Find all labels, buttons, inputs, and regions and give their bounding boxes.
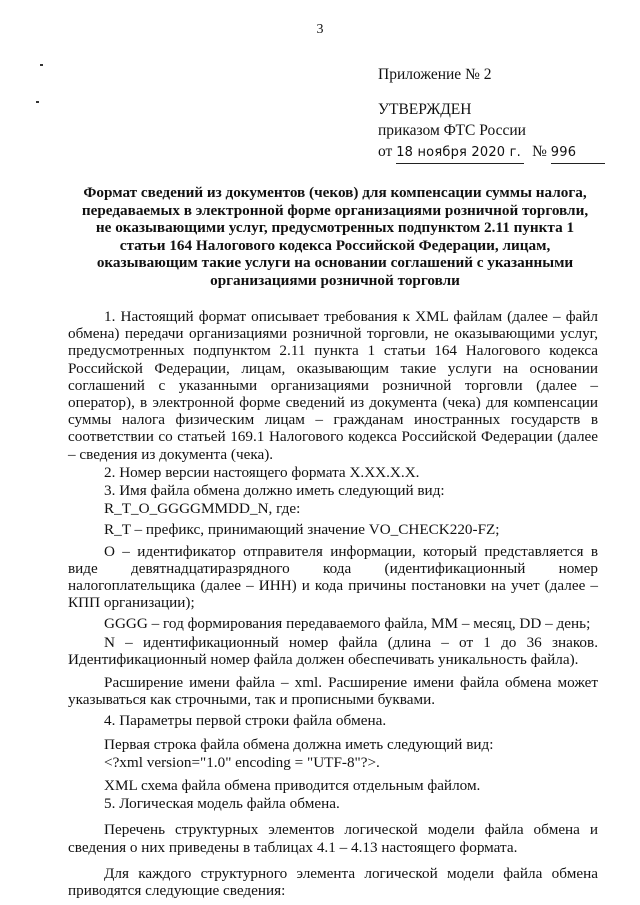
order-label: приказом ФТС России <box>378 122 526 139</box>
order-number: 996 <box>550 145 577 160</box>
document-title: Формат сведений из документов (чеков) для компенсации суммы налога, передаваемых в электронной форме организациями розничной торговли, не оказывающими услуг, предусмотренных подпунктом 2.11 пункта 1 статьи 164 Налогового кодекса Российской Федерации, лицам, оказывающим такие услуги на основании соглашений с указанными организациями розничной торговли <box>81 184 589 289</box>
paragraph-9: Расширение имени файла – xml. Расширение имени файла обмена может указываться как строчными, так и прописными буквами. <box>68 674 598 709</box>
paragraph-5: R_T – префикс, принимающий значение VO_CHECK220-FZ; <box>104 521 500 539</box>
approval-block <box>378 64 605 164</box>
paragraph-3: 3. Имя файла обмена должно иметь следующий вид: <box>104 482 445 500</box>
paragraph-11: Первая строка файла обмена должна иметь следующий вид: <box>104 735 494 753</box>
paragraph-4: R_T_O_GGGGMMDD_N, где: <box>104 500 301 518</box>
paragraph-1: 1. Настоящий формат описывает требования к XML файлам (далее – файл обмена) передачи организациями розничной торговли, не оказывающими услуг, предусмотренных подпунктом 2.11 пункта 1 статьи 164 Налогового кодекса Российской Федерации, лицам, оказывающим такие услуги на основании соглашений с указанными организациями розничной торговли (далее – оператор), в электронной форме сведений из документа (чека) для компенсации суммы налога физическим лицам – гражданам иностранных государств в соответствии со статьей 169.1 Налогового кодекса Российской Федерации (далее – сведения из документа (чека). <box>68 308 598 463</box>
page-number: 3 <box>316 22 324 37</box>
approved-label: УТВЕРЖДЕН <box>378 101 472 118</box>
paragraph-16: Для каждого структурного элемента логической модели файла обмена приводятся следующие сведения: <box>68 864 598 900</box>
paragraph-6: O – идентификатор отправителя информации, который представляется в виде девятнадцатиразрядного кода (идентификационный номер налогоплательщика (далее – ИНН) и кода причины постановки на учет (далее – КПП организации); <box>68 542 598 612</box>
paragraph-10: 4. Параметры первой строки файла обмена. <box>104 712 387 730</box>
paragraph-14: 5. Логическая модель файла обмена. <box>104 795 340 813</box>
paragraph-13: XML схема файла обмена приводится отдельным файлом. <box>104 777 481 795</box>
paragraph-12: <?xml version="1.0" encoding = "UTF-8"?>. <box>104 753 380 771</box>
scan-mark <box>36 101 39 103</box>
paragraph-8: N – идентификационный номер файла (длина – от 1 до 36 знаков. Идентификационный номер файла должен обеспечивать уникальность файла). <box>68 633 598 668</box>
order-date-line <box>378 141 605 164</box>
paragraph-2: 2. Номер версии настоящего формата X.XX.X.X. <box>104 463 420 481</box>
paragraph-7: GGGG – год формирования передаваемого файла, MM – месяц, DD – день; <box>104 615 591 633</box>
document-body <box>68 308 598 899</box>
paragraph-15: Перечень структурных элементов логической модели файла обмена и сведения о них приведены в таблицах 4.1 – 4.13 настоящего формата. <box>68 821 598 856</box>
scan-mark <box>40 64 43 66</box>
order-date: 18 ноября 2020 г. <box>396 145 521 160</box>
number-label: № <box>532 143 547 160</box>
appendix-label: Приложение № 2 <box>378 66 492 83</box>
from-label: от <box>378 143 393 160</box>
